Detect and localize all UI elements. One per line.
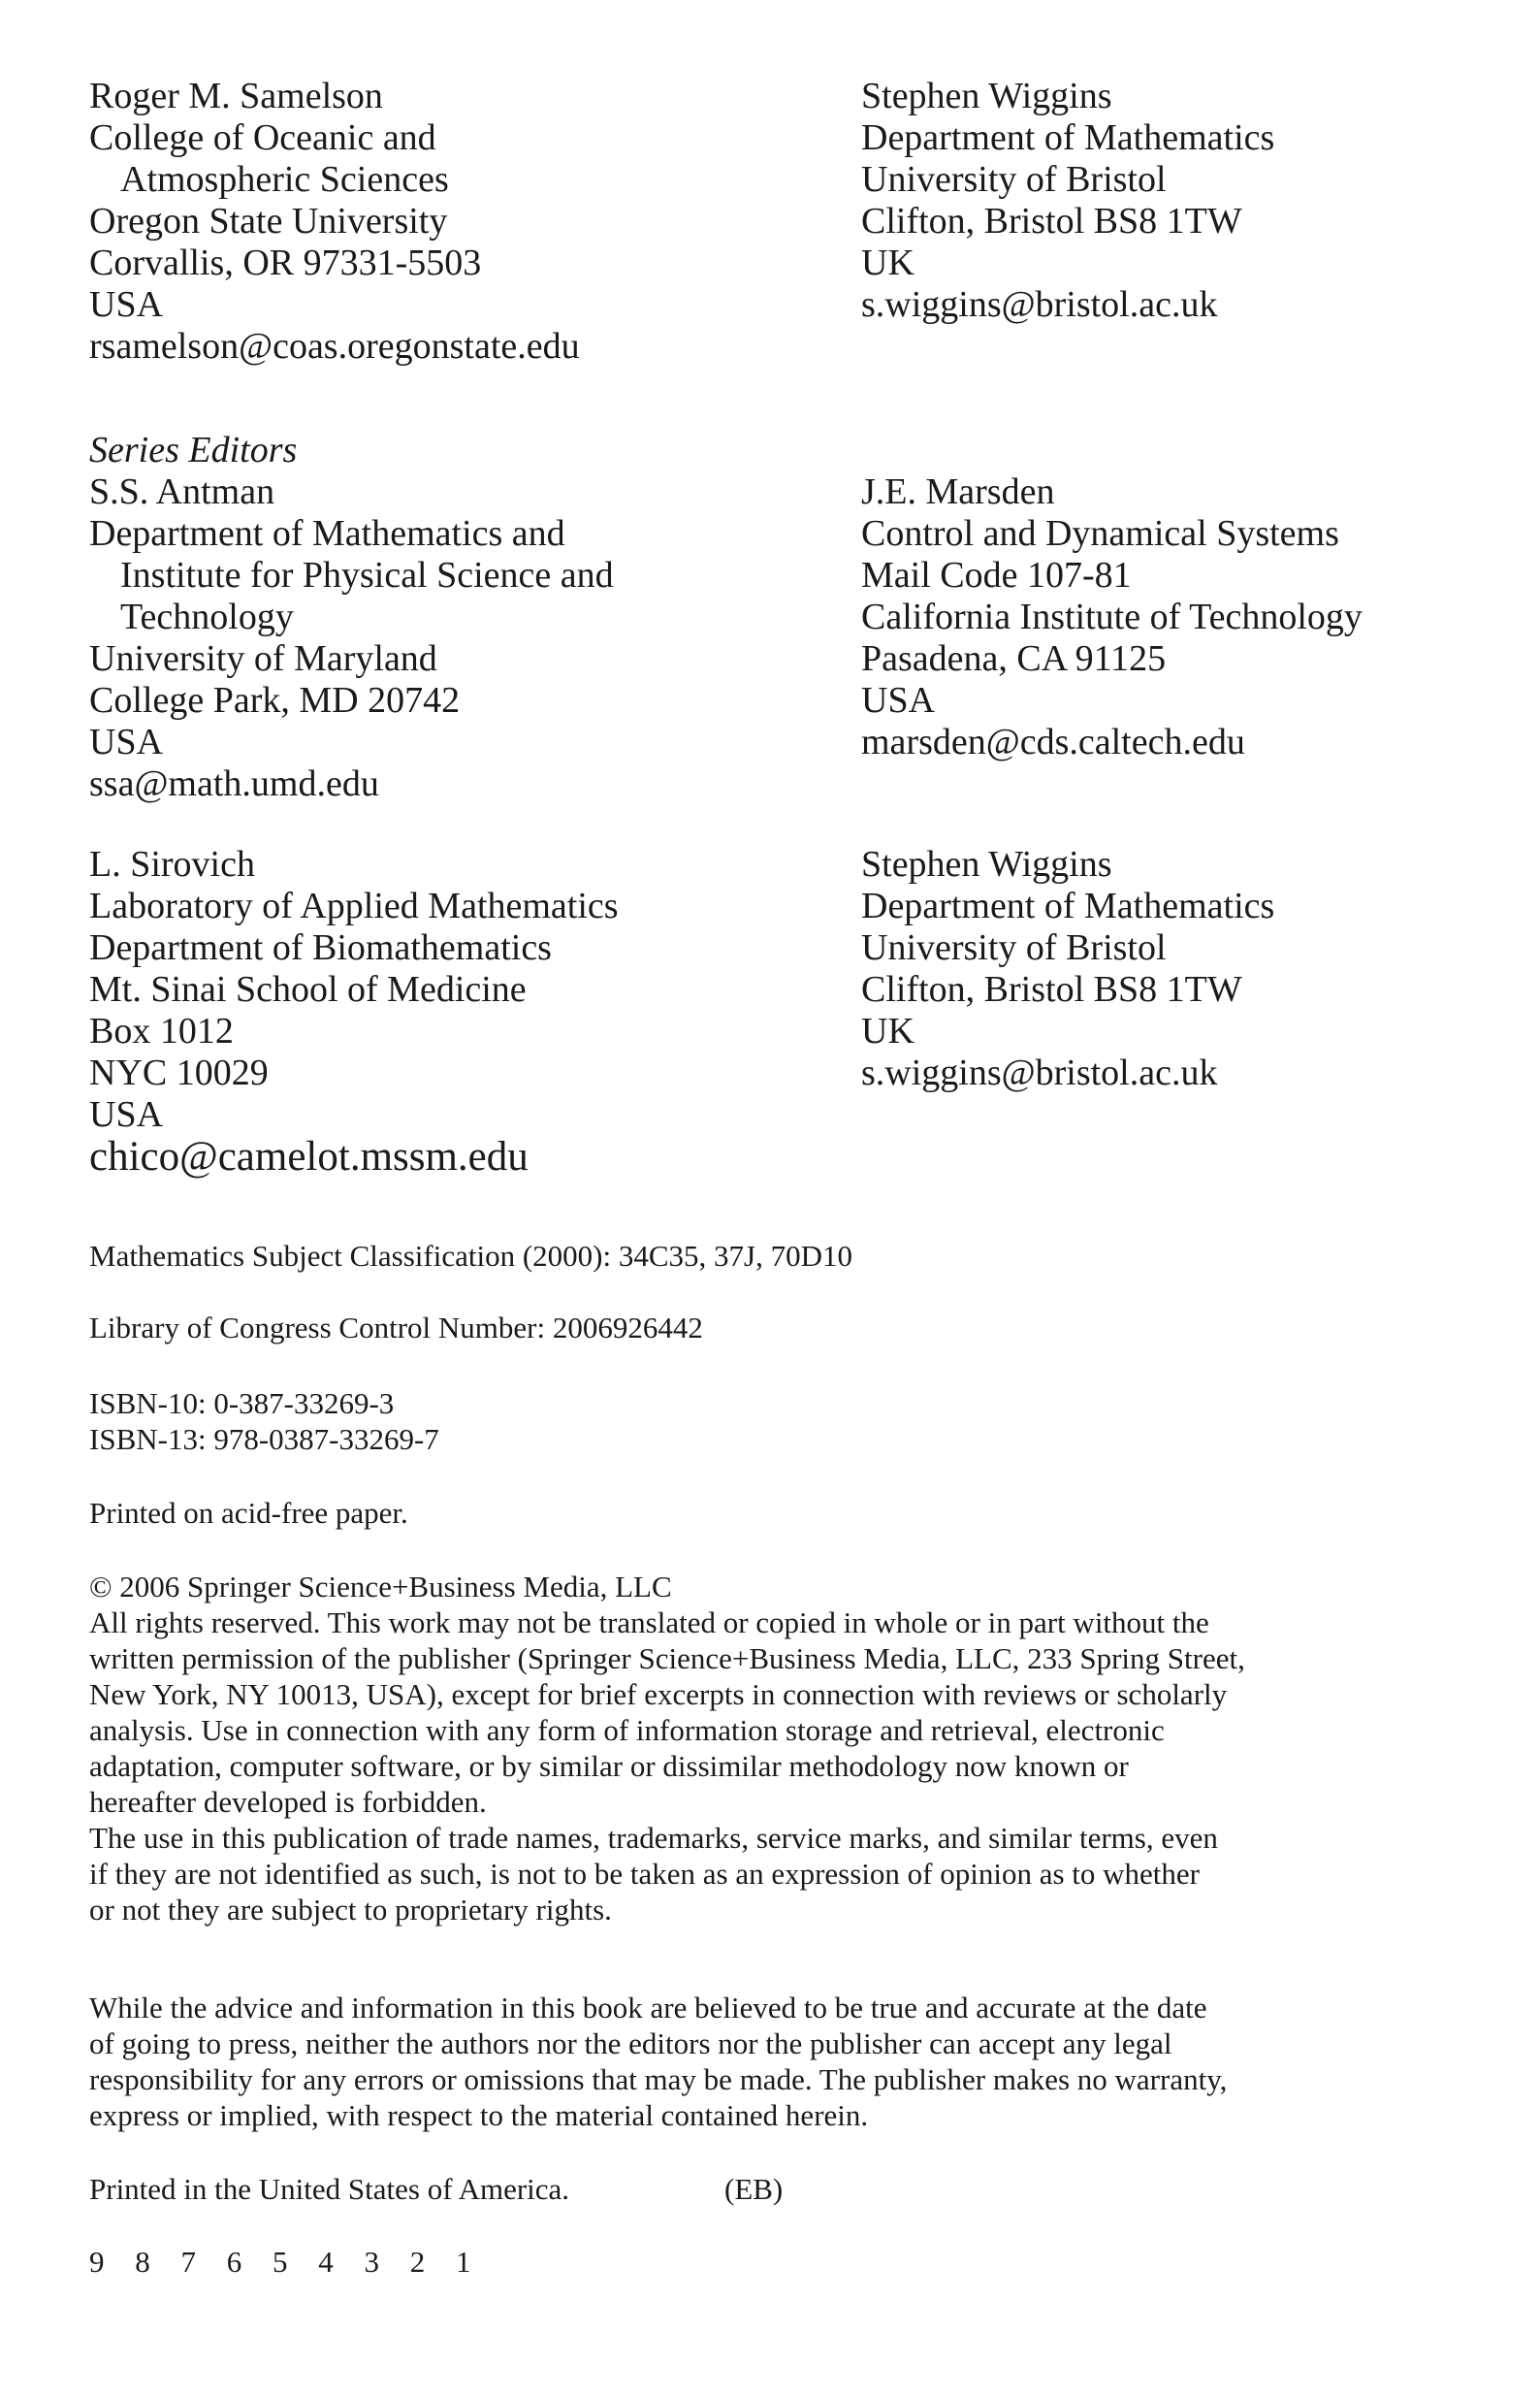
address-line: UK [861,243,914,283]
print-line: 9 8 7 6 5 4 3 2 1 [89,2245,483,2279]
printed-in-text: Printed in the United States of America. [89,2172,570,2206]
trademark-line: or not they are subject to proprietary rights. [89,1893,612,1927]
address-line: NYC 10029 [89,1053,269,1093]
printed-in [89,2171,569,2207]
disclaimer-line: express or implied, with respect to the material contained herein. [89,2098,869,2132]
editor-email: s.wiggins@bristol.ac.uk [861,1053,1218,1093]
address-line: USA [89,1094,164,1135]
disclaimer-line: While the advice and information in this book are believed to be true and accurate at the date [89,1991,1207,2024]
address-line: University of Bristol [861,927,1167,968]
address-line: Department of Biomathematics [89,927,552,968]
editor-address-marsden [861,471,1363,763]
address-line: USA [89,722,164,762]
author-email: rsamelson@coas.oregonstate.edu [89,326,580,367]
address-line: Mail Code 107-81 [861,555,1132,596]
address-line: Laboratory of Applied Mathematics [89,886,619,926]
isbn-10: ISBN-10: 0-387-33269-3 [89,1386,395,1420]
rights-line: All rights reserved. This work may not be translated or copied in whole or in part without the [89,1605,1209,1639]
editor-email: ssa@math.umd.edu [89,763,379,804]
address-line: College of Oceanic and [89,117,436,158]
trademark-line: if they are not identified as such, is not to be taken as an expression of opinion as to whether [89,1857,1200,1891]
rights-line: written permission of the publisher (Springer Science+Business Media, LLC, 233 Spring Street, [89,1641,1245,1675]
printer-code: (EB) [724,2172,784,2206]
editor-name: J.E. Marsden [861,471,1055,512]
address-line: Mt. Sinai School of Medicine [89,969,527,1010]
editor-name: S.S. Antman [89,471,275,512]
address-line: College Park, MD 20742 [89,680,461,721]
rights-line: analysis. Use in connection with any form of information storage and retrieval, electronic [89,1713,1165,1747]
address-line: Atmospheric Sciences [120,159,449,200]
address-line: Corvallis, OR 97331-5503 [89,243,482,283]
copyright-notice: © 2006 Springer Science+Business Media, LLC [89,1570,672,1603]
address-line: University of Bristol [861,159,1167,200]
address-line: California Institute of Technology [861,597,1363,637]
paper-note: Printed on acid-free paper. [89,1496,408,1530]
author-name: Roger M. Samelson [89,76,383,116]
rights-line: adaptation, computer software, or by similar or dissimilar methodology now known or [89,1749,1129,1783]
author-email: s.wiggins@bristol.ac.uk [861,284,1218,325]
series-editors-heading: Series Editors [89,430,298,470]
address-line: Department of Mathematics [861,117,1275,158]
disclaimer [89,1990,1457,2133]
address-line: Box 1012 [89,1011,234,1052]
address-line: Department of Mathematics and [89,513,565,554]
editor-address-antman [89,430,614,805]
address-line: Department of Mathematics [861,886,1275,926]
editor-email: marsden@cds.caltech.edu [861,722,1245,762]
address-line: Clifton, Bristol BS8 1TW [861,201,1242,242]
editor-address-wiggins [861,844,1274,1094]
address-line: Clifton, Bristol BS8 1TW [861,969,1242,1010]
address-line: University of Maryland [89,638,437,679]
lccn: Library of Congress Control Number: 2006926442 [89,1311,703,1344]
address-line: USA [861,680,936,721]
address-line: Institute for Physical Science and [120,555,614,596]
rights-line: hereafter developed is forbidden. [89,1785,487,1819]
address-line: Technology [120,597,294,637]
editor-address-sirovich [89,844,619,1178]
author-address-samelson [89,76,580,368]
address-line: Control and Dynamical Systems [861,513,1339,554]
isbn-block [89,1385,439,1457]
isbn-13: ISBN-13: 978-0387-33269-7 [89,1422,439,1456]
trademark-line: The use in this publication of trade names, trademarks, service marks, and similar terms, even [89,1821,1218,1855]
disclaimer-line: of going to press, neither the authors nor the editors nor the publisher can accept any legal [89,2026,1172,2060]
author-name: Stephen Wiggins [861,76,1112,116]
address-line: Pasadena, CA 91125 [861,638,1167,679]
disclaimer-line: responsibility for any errors or omissions that may be made. The publisher makes no warranty, [89,2062,1228,2096]
editor-email: chico@camelot.mssm.edu [89,1134,529,1180]
editor-name: Stephen Wiggins [861,844,1112,885]
subject-classification: Mathematics Subject Classification (2000): 34C35, 37J, 70D10 [89,1239,852,1273]
address-line: Oregon State University [89,201,448,242]
rights-line: New York, NY 10013, USA), except for brief excerpts in connection with reviews or scholarly [89,1677,1228,1711]
author-address-wiggins [861,76,1274,326]
address-line: UK [861,1011,914,1052]
copyright-block [89,1569,1457,1927]
editor-name: L. Sirovich [89,844,255,885]
address-line: USA [89,284,164,325]
